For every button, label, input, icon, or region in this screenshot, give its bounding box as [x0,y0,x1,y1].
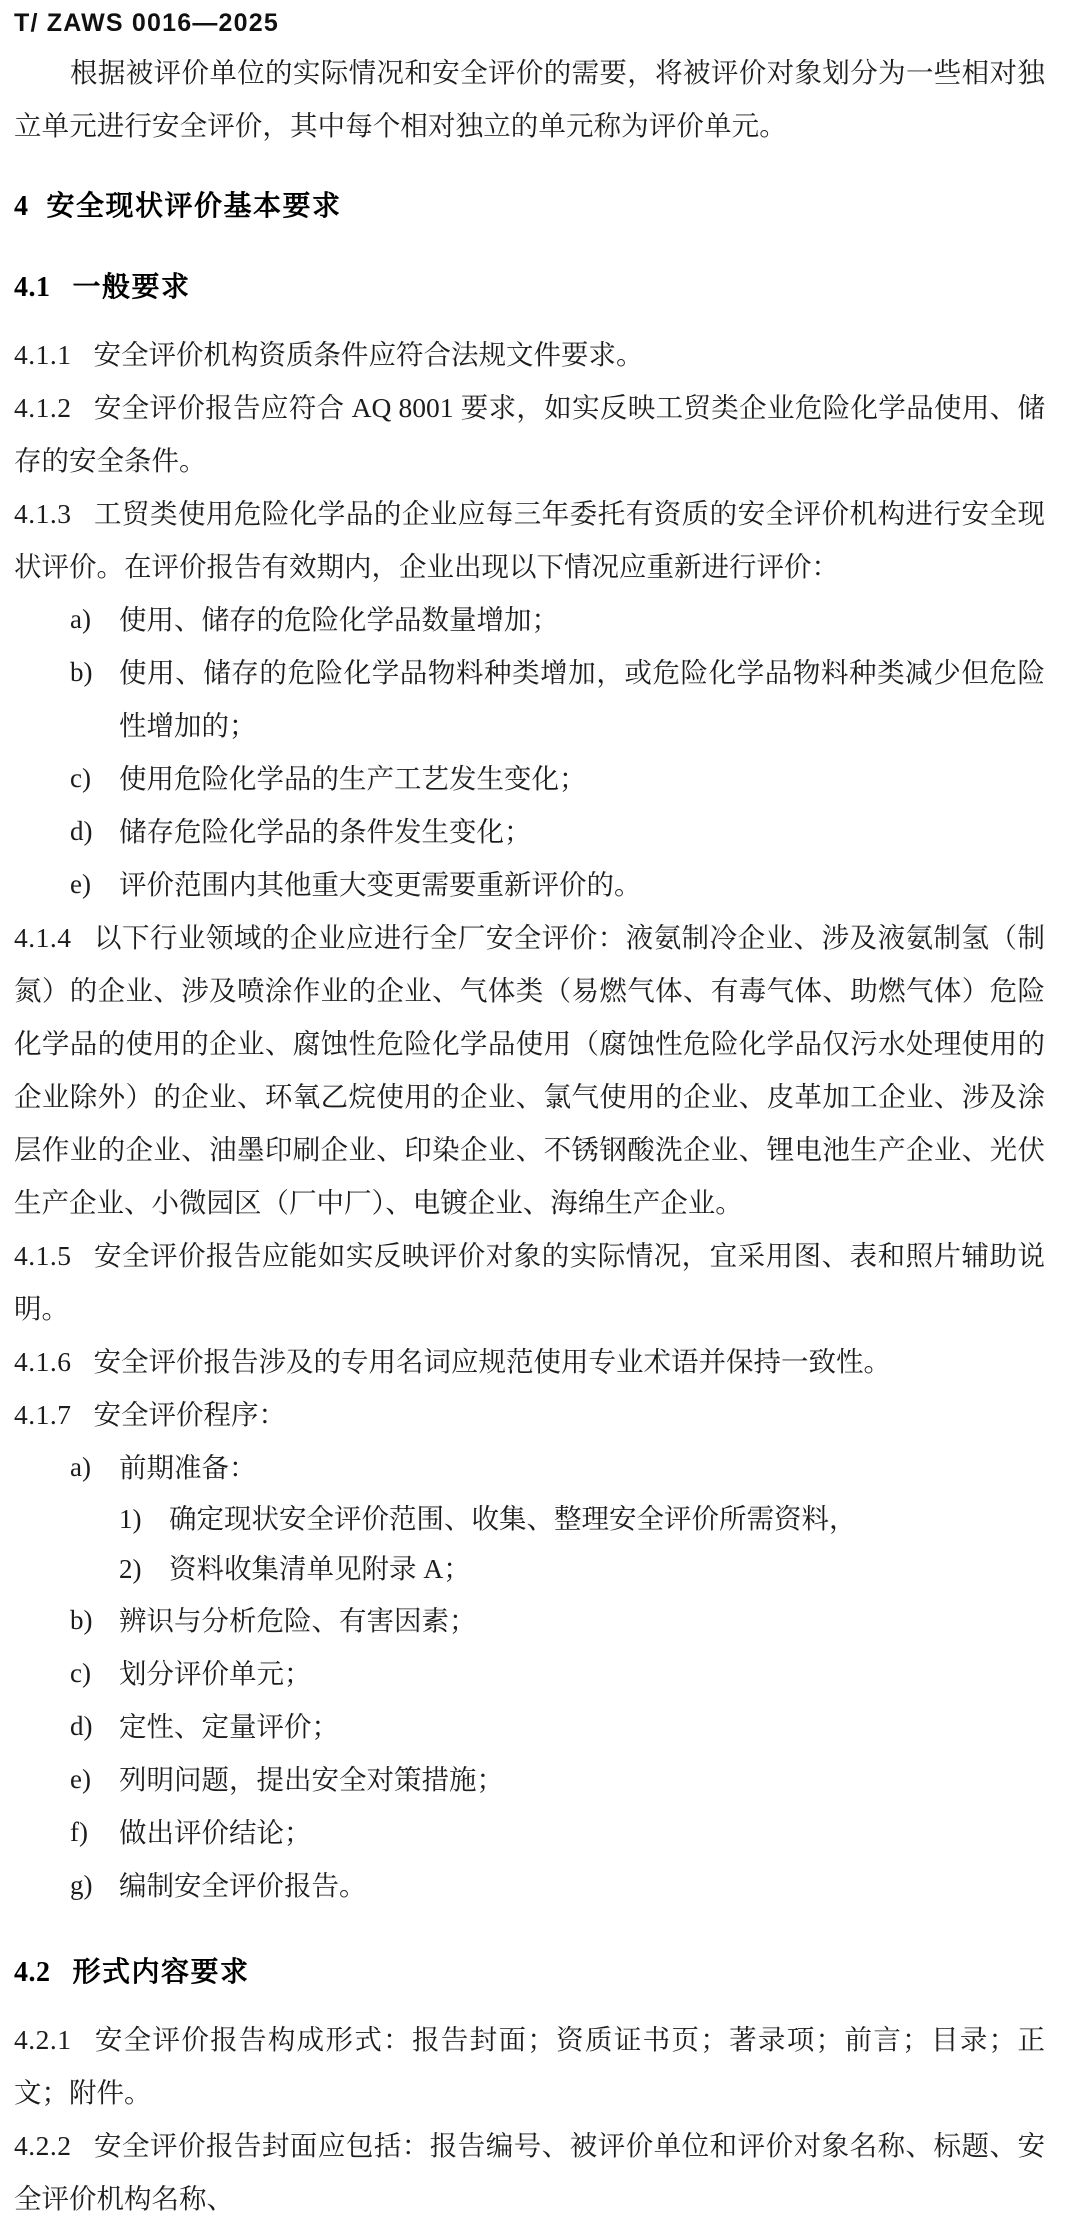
clause-4-1-2-number: 4.1.2 [14,392,72,423]
list-item [14,752,1045,805]
list-item-marker: f) [70,1817,88,1847]
clause-4-1-7-text: 安全评价程序： [93,1399,286,1430]
clause-4-1-3 [14,487,1045,593]
sublist-item [119,1494,1045,1544]
list-item [14,1441,1045,1594]
list-item [14,858,1045,911]
list-item [14,646,1045,752]
list-item-marker: a) [70,604,91,634]
list-item [14,1806,1045,1859]
list-item-text: 列明问题，提出安全对策措施； [119,1764,504,1795]
list-item-marker: b) [70,657,93,687]
clause-4-2-1-text: 安全评价报告构成形式：报告封面；资质证书页；著录项；前言；目录；正文；附件。 [14,2024,1045,2108]
clause-4-1-4 [14,911,1045,1229]
clause-4-1-5-number: 4.1.5 [14,1240,72,1271]
clause-4-1-2-text: 安全评价报告应符合 AQ 8001 要求，如实反映工贸类企业危险化学品使用、储存的安全条件。 [14,392,1045,476]
list-item-marker: b) [70,1605,93,1635]
sublist-item-marker: 2) [119,1554,142,1584]
list-item-marker: d) [70,816,93,846]
list-item-marker: g) [70,1870,93,1900]
clause-4-1-5 [14,1229,1045,1335]
clause-4-1-3-number: 4.1.3 [14,498,72,529]
list-item-marker: e) [70,869,91,899]
list-item-text: 使用、储存的危险化学品数量增加； [119,604,559,635]
list-item [14,1594,1045,1647]
list-item-marker: e) [70,1764,91,1794]
list-item-text: 前期准备： [119,1452,257,1483]
list-item-text: 辨识与分析危险、有害因素； [119,1605,477,1636]
clause-4-1-4-text: 以下行业领域的企业应进行全厂安全评价：液氨制冷企业、涉及液氨制氢（制氮）的企业、涉及喷涂作业的企业、气体类（易燃气体、有毒气体、助燃气体）危险化学品的使用的企业、腐蚀性危险化学品使用（腐蚀性危险化学品仅污水处理使用的企业除外）的企业、环氧乙烷使用的企业、氯气使用的企业、皮革加工企业、涉及涂层作业的企业、油墨印刷企业、印染企业、不锈钢酸洗企业、锂电池生产企业、光伏生产企业、小微园区（厂中厂）、电镀企业、海绵生产企业。 [14,922,1045,1218]
heading-section-4-number: 4 [14,191,29,222]
clause-4-1-7-sublist [119,1494,1045,1594]
clause-4-1-3-text: 工贸类使用危险化学品的企业应每三年委托有资质的安全评价机构进行安全现状评价。在评价报告有效期内，企业出现以下情况应重新进行评价： [14,498,1045,582]
list-item [14,1647,1045,1700]
clause-4-1-6-number: 4.1.6 [14,1346,72,1377]
list-item [14,1753,1045,1806]
clause-4-2-2-number: 4.2.2 [14,2130,72,2161]
heading-section-4-2 [14,1952,1045,1993]
clause-4-1-1-text: 安全评价机构资质条件应符合法规文件要求。 [93,339,644,370]
list-item [14,1859,1045,1912]
clause-4-2-1 [14,2013,1045,2119]
clause-4-1-5-text: 安全评价报告应能如实反映评价对象的实际情况，宜采用图、表和照片辅助说明。 [14,1240,1045,1324]
list-item-text: 定性、定量评价； [119,1711,339,1742]
list-item-text: 使用、储存的危险化学品物料种类增加，或危险化学品物料种类减少但危险性增加的； [119,657,1045,741]
sublist-item-text: 确定现状安全评价范围、收集、整理安全评价所需资料， [169,1503,857,1534]
running-header-standard-number: T/ ZAWS 0016—2025 [14,9,279,37]
heading-section-4-1-title: 一般要求 [72,271,191,302]
sublist-item-marker: 1) [119,1504,142,1534]
heading-section-4 [14,186,1045,227]
intro-paragraph: 根据被评价单位的实际情况和安全评价的需要，将被评价对象划分为一些相对独立单元进行安全评价，其中每个相对独立的单元称为评价单元。 [14,57,1045,141]
heading-section-4-1-number: 4.1 [14,272,51,303]
clause-4-1-7-number: 4.1.7 [14,1399,72,1430]
clause-4-1-1 [14,328,1045,381]
clause-4-2-2-text: 安全评价报告封面应包括：报告编号、被评价单位和评价对象名称、标题、安全评价机构名称、 [14,2130,1045,2214]
clause-4-1-7-list [14,1441,1045,1912]
heading-section-4-title: 安全现状评价基本要求 [46,190,342,221]
list-item-marker: c) [70,763,91,793]
clause-4-1-4-number: 4.1.4 [14,922,72,953]
list-item-marker: d) [70,1711,93,1741]
clause-4-1-6-text: 安全评价报告涉及的专用名词应规范使用专业术语并保持一致性。 [93,1346,891,1377]
clause-4-1-3-list [14,593,1045,911]
list-item [14,1700,1045,1753]
list-item-text: 评价范围内其他重大变更需要重新评价的。 [119,869,642,900]
list-item-marker: a) [70,1452,91,1482]
list-item [14,805,1045,858]
heading-section-4-1 [14,267,1045,308]
heading-section-4-2-number: 4.2 [14,1957,51,1988]
clause-4-1-1-number: 4.1.1 [14,339,72,370]
list-item [14,593,1045,646]
clause-4-1-6 [14,1335,1045,1388]
list-item-text: 储存危险化学品的条件发生变化； [119,816,532,847]
list-item-marker: c) [70,1658,91,1688]
list-item-text: 编制安全评价报告。 [119,1870,367,1901]
sublist-item [119,1544,1045,1594]
list-item-text: 划分评价单元； [119,1658,312,1689]
clause-4-2-2 [14,2119,1045,2225]
list-item-text: 做出评价结论； [119,1817,312,1848]
clause-4-1-7 [14,1388,1045,1441]
clause-4-2-1-number: 4.2.1 [14,2024,72,2055]
heading-section-4-2-title: 形式内容要求 [72,1956,250,1987]
clause-4-1-2 [14,381,1045,487]
list-item-text: 使用危险化学品的生产工艺发生变化； [119,763,587,794]
sublist-item-text: 资料收集清单见附录 A； [169,1553,471,1584]
